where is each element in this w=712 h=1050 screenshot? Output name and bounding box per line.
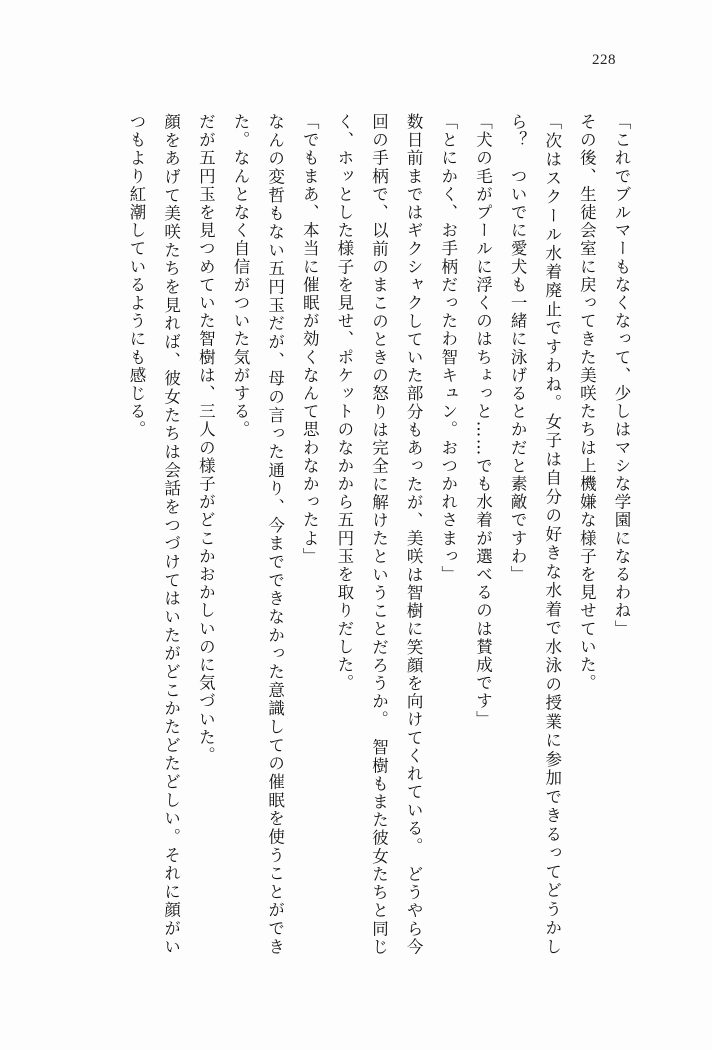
paragraph: 顔をあげて美咲たちを見れば、彼女たちは会話をつづけてはいたがどこかたどたどしい。それに顔がいつもより紅潮しているようにも感じる。 xyxy=(127,113,181,956)
paragraph: 「でもまあ、本当に催眠が効くなんて思わなかったよ」 xyxy=(300,113,320,566)
paragraph: 数日前まではギクシャクしていた部分もあったが、美咲は智樹に笑顔を向けてくれている。 どうやら今回の手柄で、以前のまこのときの怒りは完全に解けたということだろうか。 智樹もまた彼女たちと同じく、ホッとした様子を見せ、ポケットのなかから五円玉を取りだした。 xyxy=(334,113,424,956)
paragraph: 「次はスクール水着廃止ですわね。女子は自分の好きな水着で水泳の授業に参加できるってどうかしら？ ついでに愛犬も一緒に泳げるとかだと素敵ですわ」 xyxy=(508,113,562,956)
paragraph: 「これでブルマーもなくなって、少しはマシな学園になるわね」 xyxy=(612,113,631,638)
paragraph: だが五円玉を見つめていた智樹は、三人の様子がどこかおかしいのに気づいた。 xyxy=(196,113,216,765)
paragraph: その後、生徒会室に戻ってきた美咲たちは上機嫌な様子を見せていた。 xyxy=(577,113,597,693)
paragraph: 「とにかく、お手柄だったわ智キュン。おつかれさまっ」 xyxy=(438,113,458,584)
paragraph: 「犬の毛がプールに浮くのはちょっと……でも水着が選べるのは賛成です」 xyxy=(473,113,493,729)
paragraph: なんの変哲もない五円玉だが、母の言った通り、今までできなかった意識しての催眠を使うことができた。なんとなく自信がついた気がする。 xyxy=(230,113,285,956)
page-number: 228 xyxy=(592,52,616,68)
body-text xyxy=(78,96,638,956)
